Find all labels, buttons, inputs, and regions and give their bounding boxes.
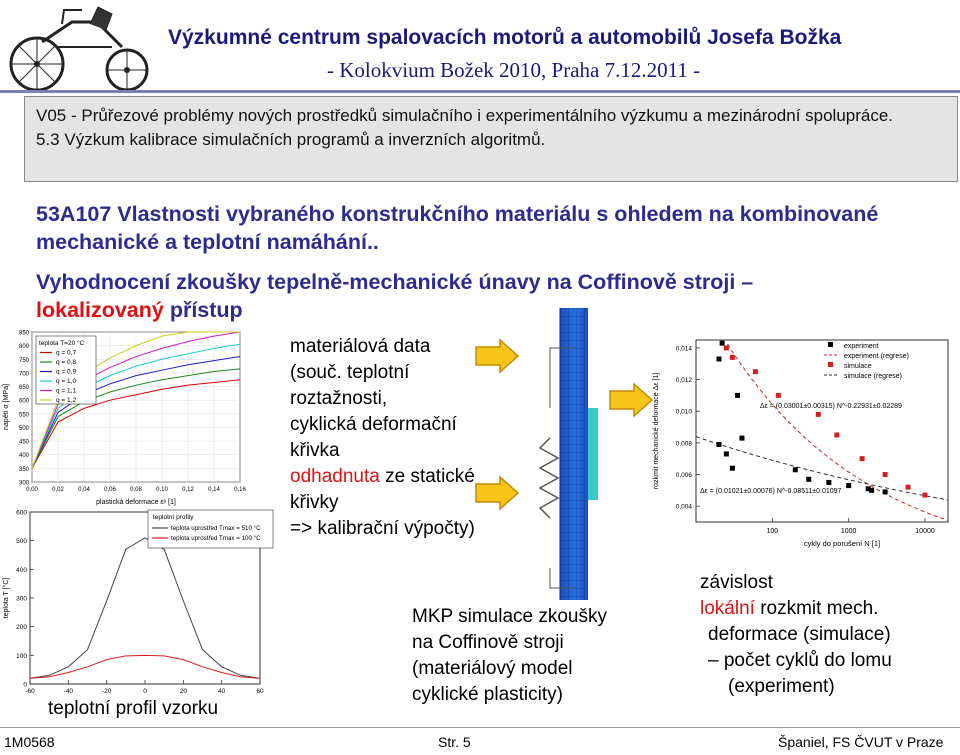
md-line-3: roztažnosti, bbox=[290, 388, 388, 409]
x-tick-label: -40 bbox=[63, 688, 74, 695]
simulation-point bbox=[816, 412, 821, 417]
legend-label: experiment (regrese) bbox=[844, 353, 909, 360]
dep-line-3: deformace (simulace) bbox=[708, 624, 891, 645]
legend-title: teplotní profily bbox=[153, 514, 194, 521]
y-axis-label: teplota T [°C] bbox=[3, 577, 10, 619]
legend-label: teplota uprostřed Tmax = 100 °C bbox=[171, 535, 261, 542]
md-line-2: (souč. teplotní bbox=[290, 362, 410, 383]
y-tick-label: 500 bbox=[18, 425, 29, 432]
simulation-point bbox=[753, 369, 758, 374]
y-tick-label: 0,006 bbox=[675, 472, 692, 480]
footer-divider bbox=[0, 727, 960, 728]
experiment-point bbox=[724, 451, 729, 456]
experiment-point bbox=[806, 477, 811, 482]
x-tick-label: 0,12 bbox=[182, 487, 194, 493]
simulation-point bbox=[730, 355, 735, 360]
simulation-point bbox=[860, 456, 865, 461]
headline-2-red: lokalizovaný bbox=[36, 298, 164, 322]
md-red-word: odhadnuta bbox=[290, 466, 380, 487]
simulation-point bbox=[724, 345, 729, 350]
experiment-point bbox=[739, 436, 744, 441]
dep-red-word: lokální bbox=[700, 598, 755, 619]
y-axis-label: napětí σ [MPa] bbox=[3, 384, 10, 430]
fem-mesh-image bbox=[520, 308, 602, 600]
experiment-point bbox=[730, 466, 735, 471]
mkp-text bbox=[412, 604, 652, 708]
arrow-right-icon bbox=[474, 338, 520, 374]
legend-label: simulace (regrese) bbox=[844, 373, 902, 380]
dep-line-2-rest: rozkmit mech. bbox=[754, 598, 879, 619]
legend-label: q = 1,1 bbox=[56, 387, 77, 395]
dep-line-2 bbox=[700, 596, 950, 622]
x-tick-label: 0,10 bbox=[156, 487, 168, 493]
x-tick-label: 60 bbox=[256, 688, 264, 695]
y-tick-label: 500 bbox=[16, 538, 27, 546]
x-tick-label: 0,00 bbox=[26, 487, 38, 493]
mkp-line-4: cyklické plasticity) bbox=[412, 684, 563, 705]
x-tick-label: 0,06 bbox=[104, 487, 116, 493]
temp-profile-label: teplotní profil vzorku bbox=[48, 698, 219, 719]
headline-2 bbox=[36, 268, 946, 324]
legend-label: q = 1,2 bbox=[56, 397, 77, 404]
dep-line-4: – počet cyklů do lomu bbox=[708, 650, 892, 671]
info-line-1: V05 - Průřezové problémy nových prostředků simulačního i experimentálního výzkumu a mezinárodní spolupráce. bbox=[36, 106, 894, 125]
y-tick-label: 700 bbox=[18, 371, 29, 378]
info-line-2: 5.3 Výzkum kalibrace simulačních programů a inverzních algoritmů. bbox=[36, 130, 546, 149]
header-title: Výzkumné centrum spalovacích motorů a automobilů Josefa Božka bbox=[168, 26, 842, 49]
headline-2a: Vyhodnocení zkoušky tepelně-mechanické únavy na Coffinově stroji – bbox=[36, 270, 754, 294]
simulation-point bbox=[923, 493, 928, 498]
footer-right: Španiel, FS ČVUT v Praze bbox=[778, 734, 944, 750]
md-line-5: křivka bbox=[290, 440, 340, 461]
footer-page: Str. 5 bbox=[438, 734, 471, 750]
x-tick-label: -60 bbox=[25, 688, 35, 695]
y-tick-label: 650 bbox=[18, 385, 29, 392]
y-tick-label: 450 bbox=[18, 439, 29, 446]
experiment-point bbox=[735, 393, 740, 398]
legend-label: teplota uprostřed Tmax = 510 °C bbox=[171, 525, 261, 532]
legend-label: q = 1,0 bbox=[56, 378, 77, 385]
dep-line-5: (experiment) bbox=[728, 676, 835, 697]
md-line-4: cyklická deformační bbox=[290, 414, 457, 435]
y-tick-label: 800 bbox=[18, 344, 29, 351]
simulation-point bbox=[906, 485, 911, 490]
legend-label: q = 0,8 bbox=[56, 359, 77, 366]
x-tick-label: 100 bbox=[766, 528, 779, 535]
y-tick-label: 0 bbox=[23, 681, 27, 689]
y-tick-label: 350 bbox=[18, 466, 29, 473]
mkp-line-1: MKP simulace zkoušky bbox=[412, 606, 607, 627]
logo-image bbox=[2, 2, 162, 94]
legend-label: teplota T=20 °C bbox=[39, 340, 85, 347]
y-tick-label: 850 bbox=[18, 330, 29, 337]
experiment-point bbox=[869, 488, 874, 493]
dependency-text bbox=[700, 570, 950, 700]
simulation-point bbox=[883, 472, 888, 477]
x-tick-label: 1000 bbox=[840, 528, 857, 535]
x-tick-label: 40 bbox=[218, 688, 226, 695]
y-tick-label: 550 bbox=[18, 412, 29, 419]
legend-label: q = 0,9 bbox=[56, 368, 77, 376]
experiment-point bbox=[883, 489, 888, 494]
experiment-point bbox=[720, 341, 725, 346]
legend-swatch bbox=[828, 362, 833, 367]
headline-1: 53A107 Vlastnosti vybraného konstrukčního materiálu s ohledem na kombinované mechanické a teplotní namáhání.. bbox=[36, 202, 879, 254]
x-tick-label: 10000 bbox=[915, 528, 935, 535]
x-tick-label: 0,16 bbox=[234, 487, 246, 493]
md-line-8: => kalibrační výpočty) bbox=[290, 518, 475, 539]
experiment-point bbox=[826, 480, 831, 485]
y-tick-label: 0,008 bbox=[675, 440, 692, 448]
mkp-line-3: (materiálový model bbox=[412, 658, 573, 679]
legend-label: simulace bbox=[844, 363, 872, 370]
y-tick-label: 0,014 bbox=[675, 345, 692, 353]
x-tick-label: 0,04 bbox=[78, 487, 90, 493]
x-tick-label: 0 bbox=[143, 688, 147, 695]
legend-label: q = 0,7 bbox=[56, 349, 77, 357]
header-subtitle: - Kolokvium Božek 2010, Praha 7.12.2011 - bbox=[327, 58, 701, 82]
experiment-point bbox=[716, 356, 721, 361]
y-tick-label: 300 bbox=[18, 480, 29, 487]
x-axis-label: plastická deformace εᵖ [1] bbox=[96, 499, 176, 506]
x-tick-label: 0,14 bbox=[208, 487, 220, 493]
y-tick-label: 400 bbox=[16, 566, 27, 574]
y-tick-label: 0,012 bbox=[675, 377, 692, 385]
mkp-line-2: na Coffinově stroji bbox=[412, 632, 564, 653]
y-tick-label: 750 bbox=[18, 357, 29, 364]
y-tick-label: 200 bbox=[16, 624, 27, 632]
md-line-1: materiálová data bbox=[290, 336, 431, 357]
simulation-point bbox=[834, 432, 839, 437]
y-axis-label: rozkmit mechanické deformace Δε [1] bbox=[653, 372, 660, 490]
header-divider bbox=[0, 90, 960, 93]
legend-swatch bbox=[828, 342, 833, 347]
fatigue-chart bbox=[648, 330, 958, 562]
arrow-right-icon bbox=[474, 475, 520, 511]
y-tick-label: 400 bbox=[18, 453, 29, 460]
footer-left: 1M0568 bbox=[4, 734, 55, 750]
y-tick-label: 0,010 bbox=[675, 408, 692, 416]
x-tick-label: 0,02 bbox=[52, 487, 64, 493]
x-tick-label: 0,08 bbox=[130, 487, 142, 493]
y-tick-label: 0,004 bbox=[675, 503, 692, 511]
simulation-point bbox=[776, 393, 781, 398]
experiment-point bbox=[793, 467, 798, 472]
info-box-text bbox=[36, 104, 936, 152]
temperature-profile-chart bbox=[0, 508, 262, 726]
headline-2c: přístup bbox=[163, 298, 243, 322]
stress-strain-chart bbox=[0, 326, 250, 508]
x-axis-label: cykly do porušení N [1] bbox=[803, 539, 881, 548]
x-tick-label: 20 bbox=[179, 688, 187, 695]
y-tick-label: 300 bbox=[16, 595, 27, 603]
y-tick-label: 100 bbox=[16, 652, 27, 660]
regression-annotation: Δε = (0.01021±0.00076) N^-0.08511±0.01097 bbox=[700, 488, 842, 495]
regression-annotation: Δε = (0.03001±0.00315) N^-0.22931±0.02289 bbox=[760, 403, 902, 410]
experiment-point bbox=[716, 442, 721, 447]
experiment-point bbox=[846, 483, 851, 488]
y-tick-label: 600 bbox=[16, 509, 27, 517]
legend-label: experiment bbox=[844, 343, 879, 350]
y-tick-label: 600 bbox=[18, 398, 29, 405]
md-line-7: křivky bbox=[290, 492, 339, 513]
dep-line-1: závislost bbox=[700, 572, 773, 593]
x-tick-label: -20 bbox=[101, 688, 112, 695]
md-line-6-rest: ze statické bbox=[379, 466, 475, 487]
